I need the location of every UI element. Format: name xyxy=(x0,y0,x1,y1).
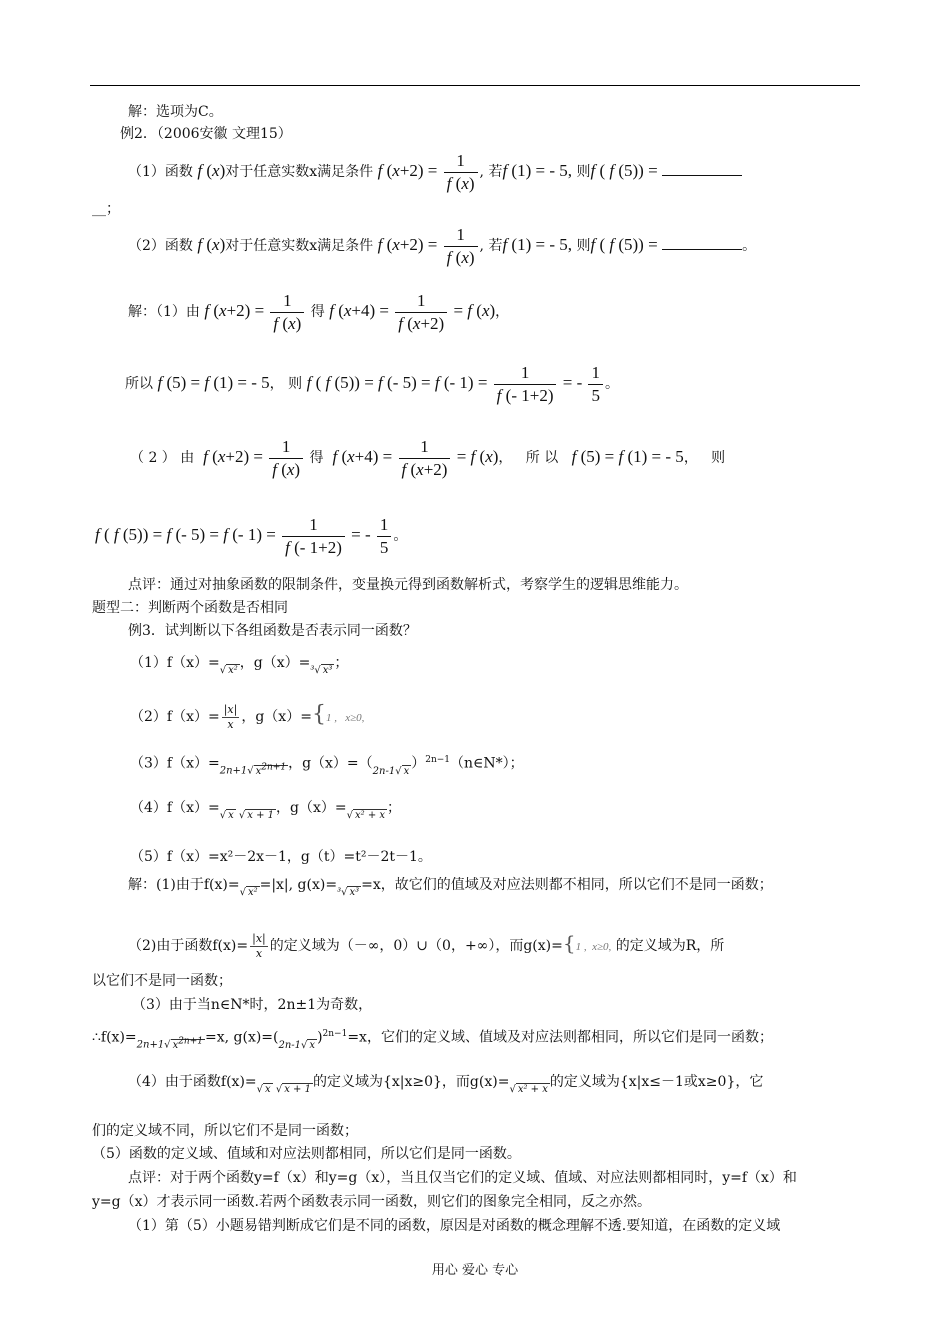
ex3-solution-2-cont: 以它们不是同一函数； xyxy=(92,973,232,989)
solution-2-line1: （ 2 ） 由 f (x+2) = $\frac{1}{f (x)}$ 得 f (x+4) = $\frac{1}{f (x+2)}$ = f (x)， 所 以 f (5) = f (1) = - 5， 则 xyxy=(130,436,726,479)
comment-3: （1）第（5）小题易错判断成它们是不同的函数，原因是对函数的概念理解不透.要知道，在函数的定义域 xyxy=(128,1218,781,1234)
item-3: （3）f（x）=2n+1√ $x^{2n+1}$ ，g（x）=（2n-1√ x ）$^{2n-1}$（n∈N*）； xyxy=(130,755,524,777)
answer-blank-1[interactable] xyxy=(662,161,742,176)
solution-2-line2: f ( f (5)) = f (- 5) = f (- 1) = $\frac{1}{f (- 1+2)}$ = - $\frac{1}{5}$ 。 xyxy=(95,514,408,557)
ex3-solution-4: （4）由于函数f(x)=√ x √ x + 1 的定义域为{x|x≥0}，而g(x)=√ x² + x 的定义域为{x|x≤－1或x≥0}，它 xyxy=(128,1074,764,1095)
question-1-tail: __； xyxy=(92,201,120,217)
solution-1-line1: 解：（1）由 f (x+2) = $\frac{1}{f (x)}$ 得 f (x+4) = $\frac{1}{f (x+2)}$ = f (x)， xyxy=(128,290,510,333)
ex3-solution-4-cont: 们的定义域不同，所以它们不是同一函数； xyxy=(92,1123,358,1139)
question-1: （1）函数 f (x)对于任意实数x满足条件 f (x+2) = $\frac{1}{f (x)}$ , 若f (1) = - 5, 则f ( f (5)) = xyxy=(128,146,742,197)
item-1: （1）f（x）=√ x² ，g（x）=³√ x³ ； xyxy=(130,655,349,676)
item-5: （5）f（x）=x²－2x－1，g（t）=t²－2t－1。 xyxy=(130,849,432,865)
header-rule xyxy=(90,85,860,86)
comment-1: 点评：通过对抽象函数的限制条件，变量换元得到函数解析式，考察学生的逻辑思维能力。 xyxy=(128,577,688,593)
answer-blank-2[interactable] xyxy=(662,235,742,250)
example-2-title: 例2．（2006安徽 文理15） xyxy=(120,126,292,142)
type-2-heading: 题型二：判断两个函数是否相同 xyxy=(92,600,288,616)
ex3-solution-3b: ∴f(x)=2n+1√ $x^{2n+1} =x$, g(x)=(2n-1√ x )$^{2n-1}$=x，它们的定义域、值域及对应法则都相同，所以它们是同一函数； xyxy=(92,1029,773,1051)
item-4: （4）f（x）=√ x √ x + 1 ，g（x）=√ x² + x ； xyxy=(130,800,402,821)
ex3-solution-5: （5）函数的定义域、值域和对应法则都相同，所以它们是同一函数。 xyxy=(92,1146,521,1162)
page-footer: 用心 爱心 专心 xyxy=(431,1263,519,1278)
example-3-title: 例3．试判断以下各组函数是否表示同一函数？ xyxy=(128,623,417,639)
question-2: （2）函数 f (x)对于任意实数x满足条件 f (x+2) = $\frac{1}{f (x)}$ , 若f (1) = - 5, 则f ( f (5)) = 。 xyxy=(128,224,757,267)
comment-2b: y=g（x）才表示同一函数.若两个函数表示同一函数，则它们的图象完全相同，反之亦然。 xyxy=(92,1194,651,1210)
item-2: （2）f（x）= $\frac{|x|}{x}$ ，g（x）={1 , x≥0, xyxy=(130,702,365,731)
ex3-solution-3a: （3）由于当n∈N*时，2n±1为奇数， xyxy=(132,997,373,1013)
ex3-solution-2: （2)由于函数f(x)= $\frac{|x|}{x}$ 的定义域为（－∞，0）∪（0，+∞），而g(x)={1 , x≥0, 的定义域为R，所 xyxy=(128,931,725,960)
comment-2a: 点评：对于两个函数y=f（x）和y=g（x），当且仅当它们的定义域、值域、对应法则都相同时，y=f（x）和 xyxy=(128,1170,797,1186)
ex3-solution-1: 解：(1)由于f(x)=√ x² =|x|, g(x)=³√ x³ =x，故它们的值域及对应法则都不相同，所以它们不是同一函数； xyxy=(128,877,773,898)
answer-line: 解：选项为C。 xyxy=(128,104,223,120)
solution-1-line2: 所以 f (5) = f (1) = - 5， 则 f ( f (5)) = f (- 5) = f (- 1) = $\frac{1}{f (- 1+2)}$ = - $\frac{1}{5}$ 。 xyxy=(125,362,619,405)
